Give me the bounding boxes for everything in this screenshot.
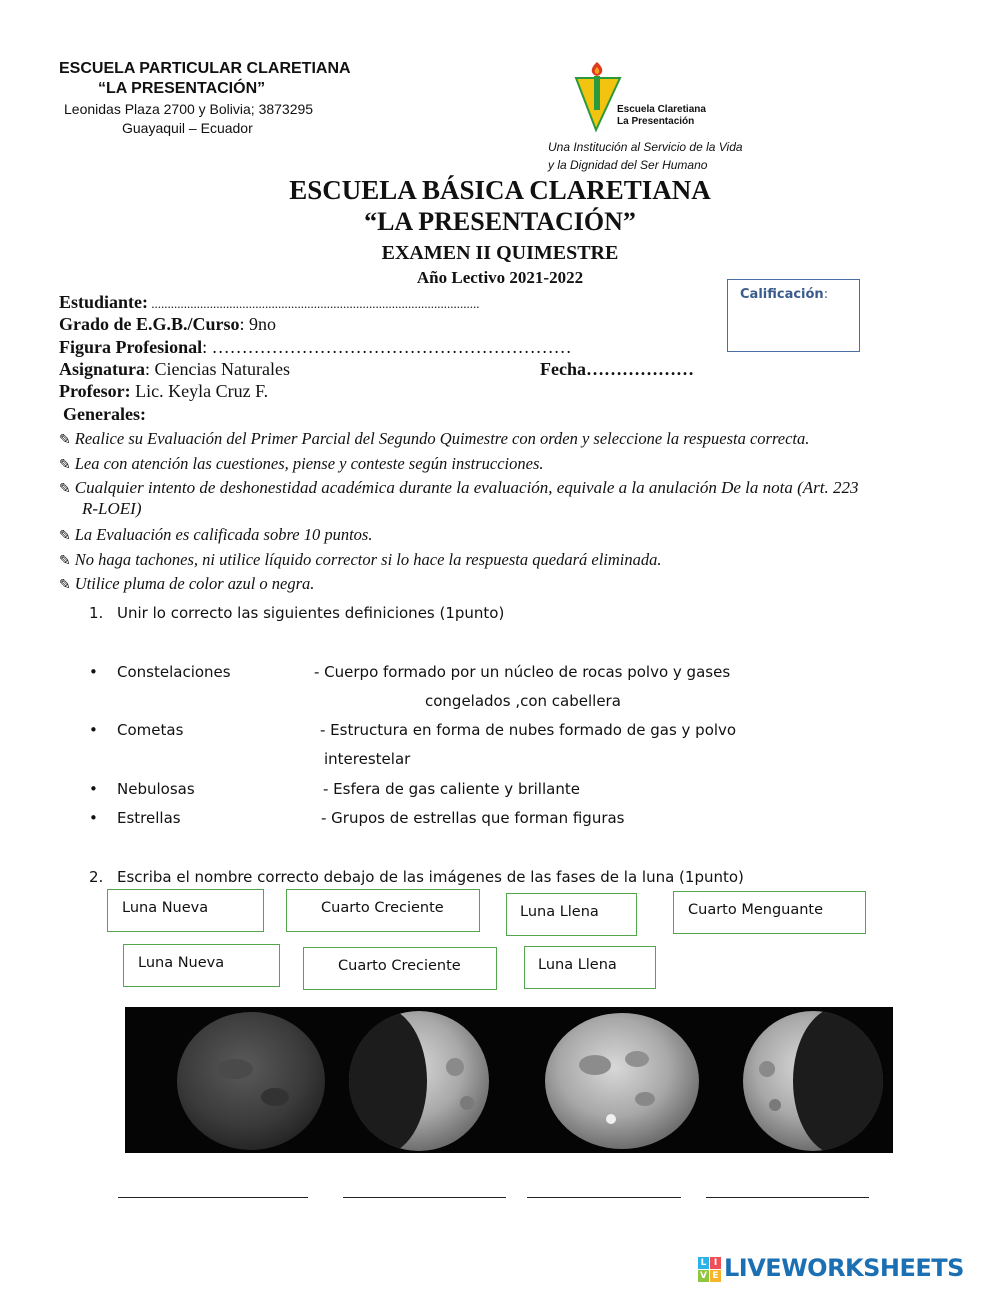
word-box-luna-llena[interactable]: Luna Llena (506, 893, 637, 936)
pencil-icon: ✎ (59, 457, 71, 473)
question-1-text: Unir lo correcto las siguientes definiciones (1punto) (117, 604, 505, 622)
main-subtitle: “LA PRESENTACIÓN” (364, 207, 636, 236)
last-quarter-moon-icon (743, 1007, 885, 1153)
pencil-icon: ✎ (59, 432, 71, 448)
generales-title (63, 404, 146, 425)
question-2-text: Escriba el nombre correcto debajo de las imágenes de las fases de la luna (1punto) (117, 868, 744, 886)
student-label: Estudiante: (59, 292, 149, 312)
grade-field-label: Grado de E.G.B./Curso (59, 314, 240, 334)
word-box-luna-llena-2[interactable]: Luna Llena (524, 946, 656, 989)
instruction-text: Utilice pluma de color azul o negra. (74, 574, 315, 593)
pencil-icon: ✎ (59, 528, 71, 544)
logo-letter-l: L (698, 1257, 709, 1269)
word-box-cuarto-creciente-2[interactable]: Cuarto Creciente (303, 947, 497, 990)
instruction-3 (59, 478, 859, 498)
student-field[interactable] (59, 292, 480, 313)
word-box-cuarto-menguante[interactable]: Cuarto Menguante (673, 891, 866, 934)
generales-title-text: Generales: (63, 404, 146, 424)
question-2-number: 2. (89, 868, 104, 886)
pencil-icon: ✎ (59, 577, 71, 593)
term-estrellas[interactable]: Estrellas (117, 809, 181, 827)
liveworksheets-brand[interactable]: LIVEWORKSHEETS (724, 1254, 964, 1282)
grade-colon: : (823, 287, 829, 302)
school-name: ESCUELA PARTICULAR CLARETIANA (59, 60, 351, 77)
logo-letter-v: V (698, 1270, 709, 1282)
word-box-luna-nueva-2[interactable]: Luna Nueva (123, 944, 280, 987)
term-constelaciones[interactable]: Constelaciones (117, 663, 231, 681)
definition-3[interactable]: - Esfera de gas caliente y brillante (323, 780, 580, 798)
instruction-1 (59, 429, 809, 449)
liveworksheets-logo (698, 1257, 722, 1283)
answer-blank-2[interactable] (343, 1197, 506, 1198)
definition-1[interactable]: - Cuerpo formado por un núcleo de rocas polvo y gases (314, 663, 731, 681)
logo-letter-e: E (710, 1270, 721, 1282)
instruction-text: La Evaluación es calificada sobre 10 puntos. (74, 525, 373, 544)
instruction-4 (59, 525, 372, 545)
logo-text-2: La Presentación (617, 116, 695, 127)
school-year: Año Lectivo 2021-2022 (416, 268, 584, 287)
subject-field (59, 359, 290, 380)
grade-label: Calificación (740, 287, 824, 302)
term-nebulosas[interactable]: Nebulosas (117, 780, 195, 798)
figura-field[interactable] (59, 337, 572, 358)
bullet-icon: • (89, 663, 98, 681)
instruction-5 (59, 550, 661, 570)
instruction-text: Lea con atención las cuestiones, piense y conteste según instrucciones. (74, 454, 544, 473)
question-1-number: 1. (89, 604, 104, 622)
main-title: ESCUELA BÁSICA CLARETIANA (289, 175, 711, 205)
definition-2-cont: interestelar (324, 750, 411, 768)
term-cometas[interactable]: Cometas (117, 721, 184, 739)
answer-blank-1[interactable] (118, 1197, 308, 1198)
instruction-6 (59, 574, 314, 594)
figura-label: Figura Profesional (59, 337, 203, 357)
new-moon-icon (177, 1012, 325, 1150)
full-moon-icon (545, 1013, 699, 1149)
answer-blank-4[interactable] (706, 1197, 869, 1198)
teacher-value: Lic. Keyla Cruz F. (130, 381, 269, 401)
logo-text-1: Escuela Claretiana (617, 104, 706, 115)
subject-label: Asignatura (59, 359, 146, 379)
instruction-text: No haga tachones, ni utilice líquido corrector si lo hace la respuesta quedará eliminada. (74, 550, 662, 569)
instruction-text: R-LOEI) (82, 499, 142, 518)
student-value: ..................................................................................................... (148, 296, 480, 311)
bullet-icon: • (89, 809, 98, 827)
definition-1-cont: congelados ,con cabellera (425, 692, 621, 710)
subject-value: : Ciencias Naturales (145, 359, 290, 379)
grade-box[interactable] (727, 279, 860, 352)
instruction-text: Cualquier intento de deshonestidad académica durante la evaluación, equivale a la anulación De la nota (Art. 223 (74, 478, 859, 497)
grade-field-value: : 9no (239, 314, 277, 334)
definition-2[interactable]: - Estructura en forma de nubes formado de gas y polvo (320, 721, 737, 739)
instruction-3-cont (82, 499, 141, 519)
pencil-icon: ✎ (59, 553, 71, 569)
word-box-cuarto-creciente[interactable]: Cuarto Creciente (286, 889, 480, 932)
logo-letter-i: I (710, 1257, 721, 1269)
motto-line-2: y la Dignidad del Ser Humano (548, 158, 708, 172)
teacher-field (59, 381, 268, 402)
answer-blank-3[interactable] (527, 1197, 681, 1198)
definition-4[interactable]: - Grupos de estrellas que forman figuras (321, 809, 625, 827)
bullet-icon: • (89, 721, 98, 739)
bullet-icon: • (89, 780, 98, 798)
moon-phases-image (125, 1007, 893, 1153)
figura-value: : …………………………………………………… (202, 337, 572, 357)
pencil-icon: ✎ (59, 481, 71, 497)
school-subname: “LA PRESENTACIÓN” (98, 80, 266, 97)
school-city: Guayaquil – Ecuador (122, 120, 253, 136)
instruction-2 (59, 454, 544, 474)
instruction-text: Realice su Evaluación del Primer Parcial del Segundo Quimestre con orden y seleccione la respuesta correcta. (74, 429, 810, 448)
motto-line-1: Una Institución al Servicio de la Vida (548, 140, 743, 154)
date-field[interactable] (540, 359, 694, 380)
date-label: Fecha……………… (540, 359, 694, 379)
word-box-luna-nueva[interactable]: Luna Nueva (107, 889, 264, 932)
grade-field (59, 314, 276, 335)
teacher-label: Profesor: (59, 381, 131, 401)
exam-title: EXAMEN II QUIMESTRE (381, 242, 619, 264)
school-address: Leonidas Plaza 2700 y Bolivia; 3873295 (64, 101, 314, 117)
first-quarter-moon-icon (335, 1007, 489, 1153)
